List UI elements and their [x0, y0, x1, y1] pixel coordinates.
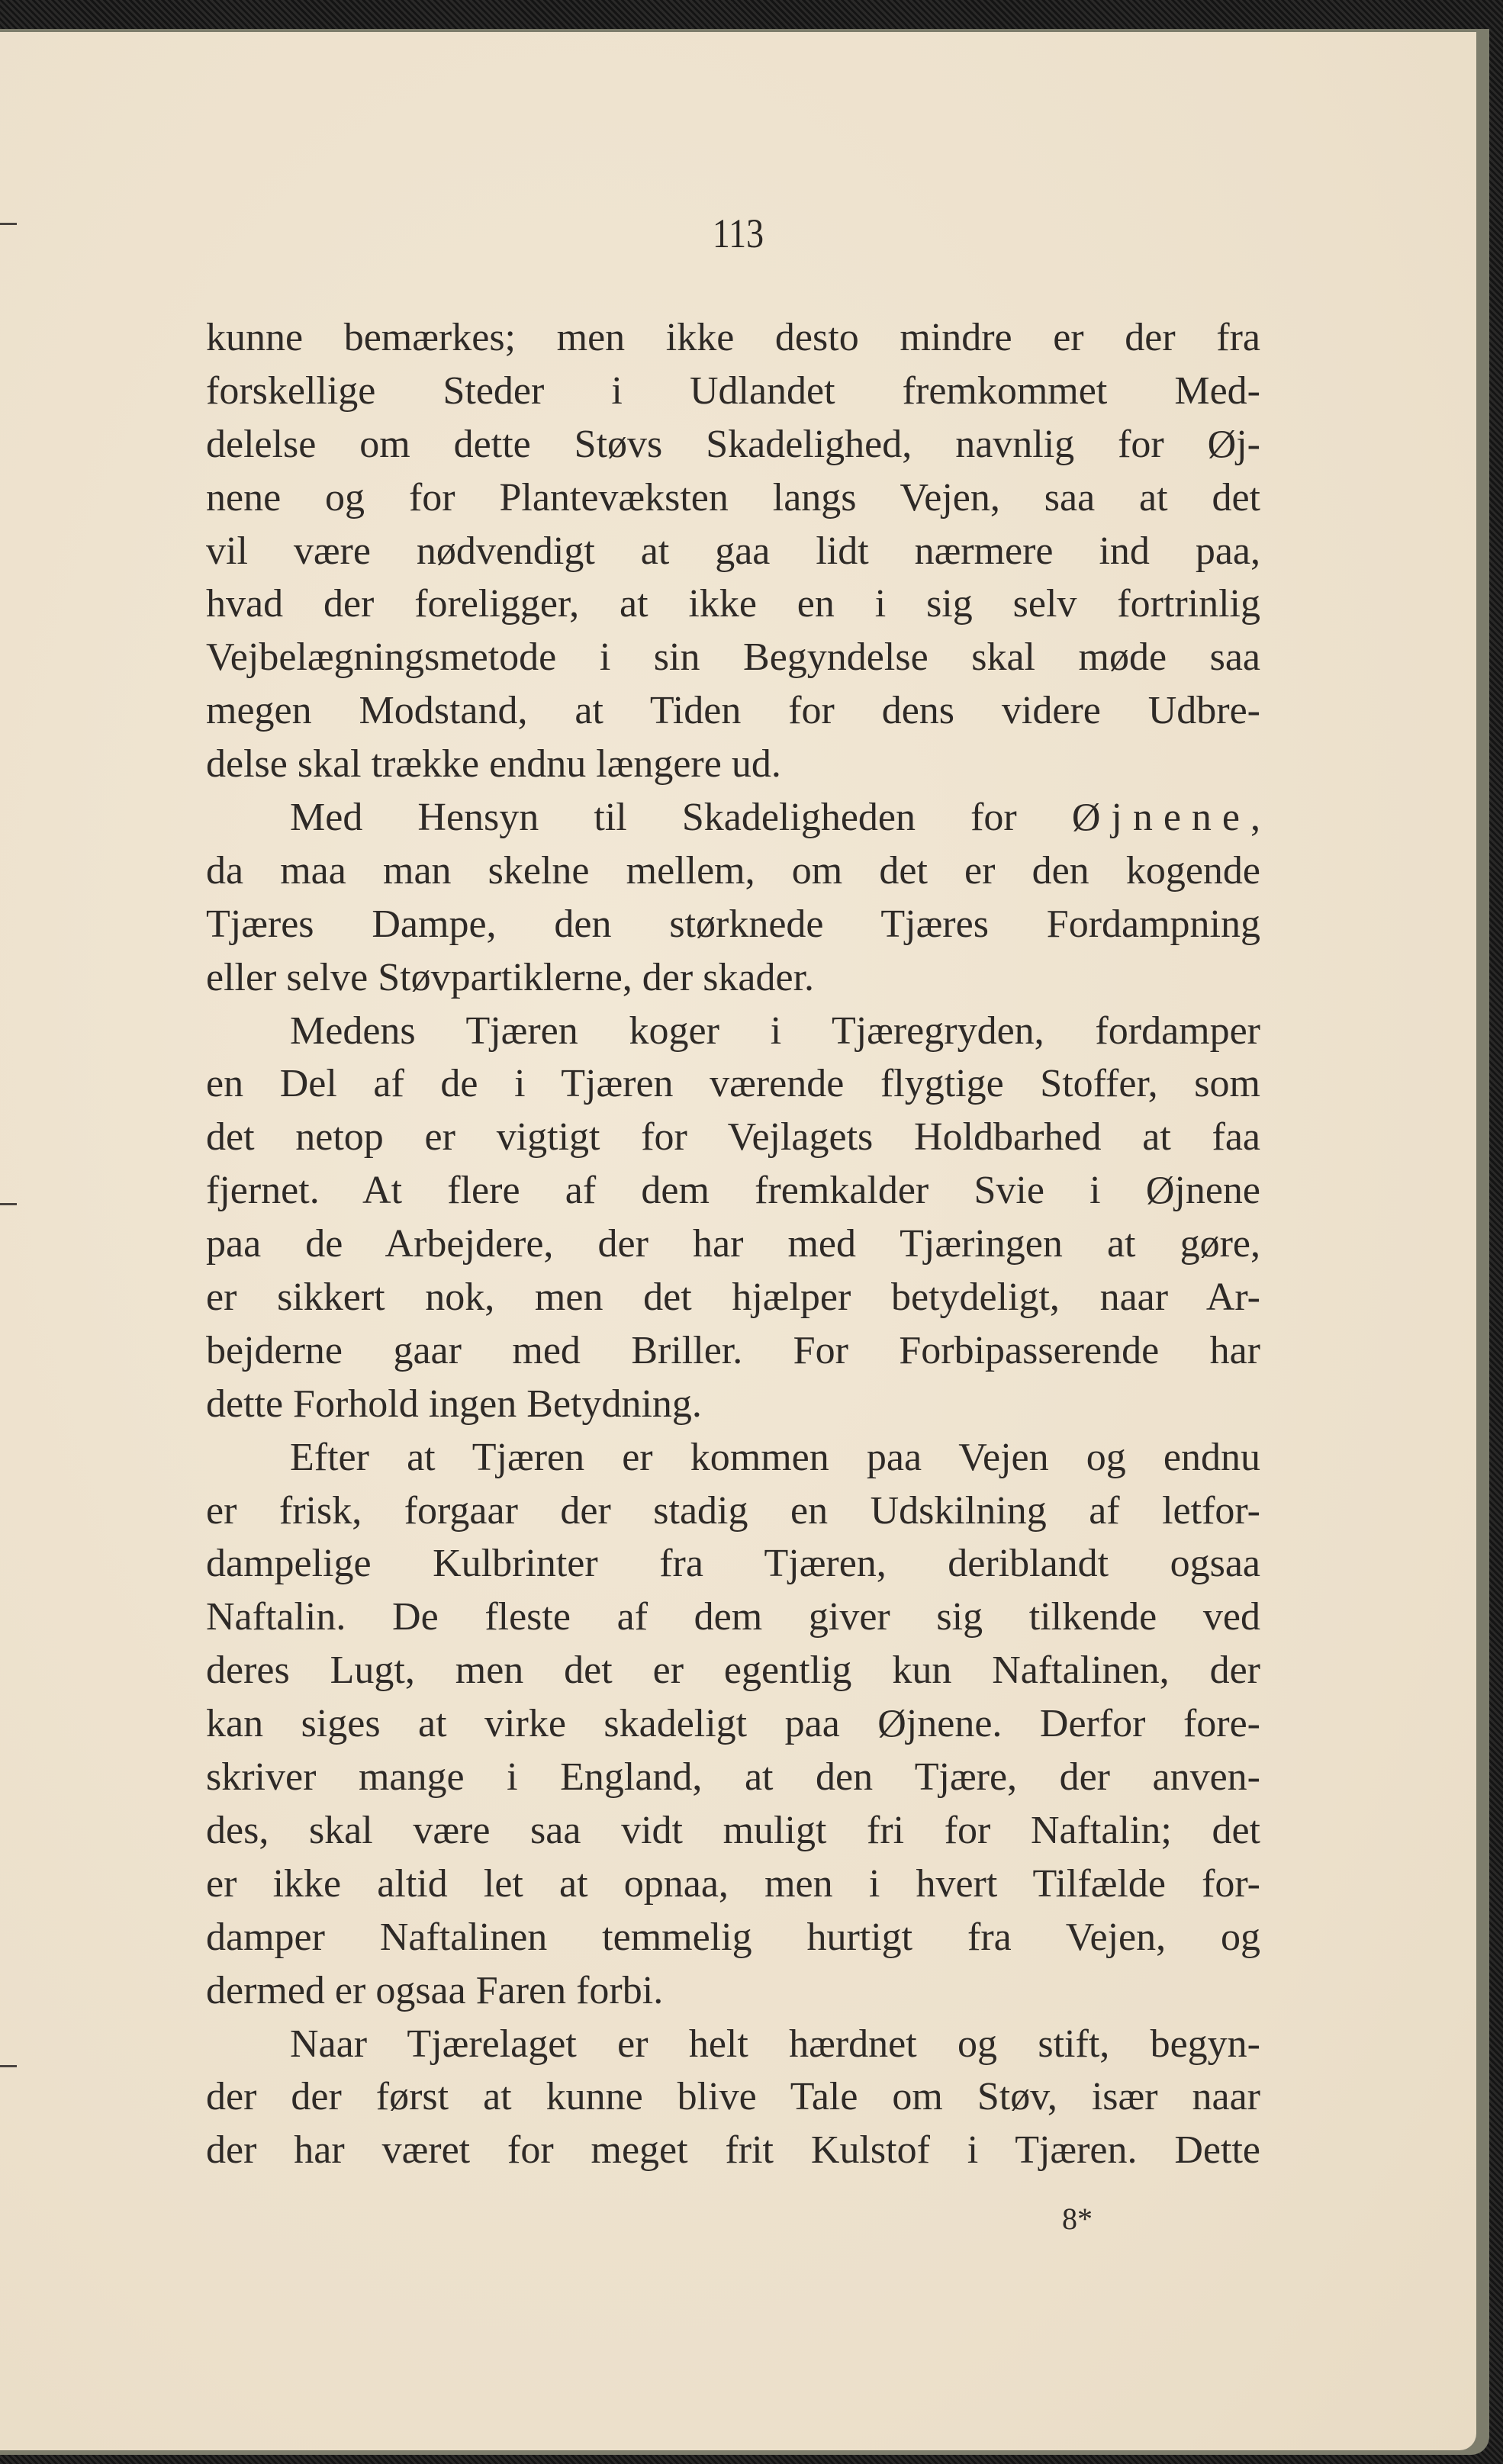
- text-line-content: Naftalin. De fleste af dem giver sig tilkende ved: [206, 1595, 1260, 1639]
- text-line: [206, 1271, 1260, 1324]
- text-line: [206, 2070, 1260, 2124]
- text-line-content: delse skal trække endnu længere ud.: [206, 742, 781, 786]
- text-line-content: des, skal være saa vidt muligt fri for Naftalin; det: [206, 1808, 1260, 1852]
- signature-mark: 8*: [1062, 2202, 1093, 2236]
- text-line: [206, 1431, 1260, 1485]
- text-line-content: delelse om dette Støvs Skadelighed, navnlig for Øj-: [206, 422, 1260, 466]
- text-line-content: er ikke altid let at opnaa, men i hvert Tilfælde for-: [206, 1861, 1260, 1906]
- text-line-content: dampelige Kulbrinter fra Tjæren, deriblandt ogsaa: [206, 1542, 1260, 1586]
- text-line: [206, 311, 1260, 365]
- text-line-content: en Del af de i Tjæren værende flygtige Stoffer, som: [206, 1062, 1260, 1106]
- text-line: [206, 844, 1260, 898]
- text-line: [206, 1164, 1260, 1218]
- text-line-content: er frisk, forgaar der stadig en Udskilning af letfor-: [206, 1488, 1260, 1533]
- text-line: [206, 1644, 1260, 1697]
- text-line: [206, 1111, 1260, 1164]
- text-line-content: dermed er ogsaa Faren forbi.: [206, 1968, 664, 2012]
- text-line: [206, 791, 1260, 844]
- text-line-content: eller selve Støvpartiklerne, der skader.: [206, 955, 815, 999]
- text-line-content: megen Modstand, at Tiden for dens videre Udbre-: [206, 689, 1260, 733]
- text-line-content: dette Forhold ingen Betydning.: [206, 1382, 702, 1426]
- text-line-content: kunne bemærkes; men ikke desto mindre er der fra: [206, 316, 1260, 359]
- text-line: [206, 1324, 1260, 1378]
- text-line: [206, 1378, 1260, 1431]
- text-line-content: Med Hensyn til Skadeligheden for: [290, 796, 1072, 840]
- page-number: 113: [712, 211, 764, 256]
- text-line: [206, 684, 1260, 738]
- text-line: [206, 738, 1260, 791]
- margin-mark: [0, 223, 17, 225]
- text-line-content: da maa man skelne mellem, om det er den kogende: [206, 848, 1260, 893]
- text-line: [206, 525, 1260, 578]
- text-line: [206, 418, 1260, 471]
- text-line: [206, 1057, 1260, 1111]
- text-line-content: damper Naftalinen temmelig hurtigt fra Vejen, og: [206, 1915, 1260, 1959]
- text-line: [206, 1218, 1260, 1271]
- text-line: [206, 1858, 1260, 1911]
- text-line-content: Tjæres Dampe, den størknede Tjæres Fordampning: [206, 902, 1260, 946]
- text-line-content: nene og for Plantevæksten langs Vejen, saa at det: [206, 475, 1260, 519]
- text-line-content: Efter at Tjæren er kommen paa Vejen og endnu: [290, 1435, 1260, 1479]
- text-line-content: er sikkert nok, men det hjælper betydeligt, naar Ar-: [206, 1275, 1260, 1320]
- text-line-content: vil være nødvendigt at gaa lidt nærmere ind paa,: [206, 529, 1260, 573]
- text-line-content: Medens Tjæren koger i Tjæregryden, fordamper: [290, 1008, 1260, 1053]
- text-line: [206, 1964, 1260, 2018]
- text-line: [206, 1485, 1260, 1538]
- text-line: [206, 1591, 1260, 1644]
- text-line: [206, 1751, 1260, 1804]
- text-line-content: skriver mange i England, at den Tjære, der anven-: [206, 1755, 1260, 1800]
- text-line: [206, 2124, 1260, 2177]
- text-line-content: Vejbelægningsmetode i sin Begyndelse skal møde saa: [206, 635, 1260, 680]
- text-line-content: hvad der foreligger, at ikke en i sig selv fortrinlig: [206, 582, 1260, 626]
- text-line-content: bejderne gaar med Briller. For Forbipasserende har: [206, 1328, 1260, 1372]
- text-line: [206, 898, 1260, 951]
- emphasized-word: Øjnene: [1071, 796, 1250, 840]
- text-line-content: der der først at kunne blive Tale om Støv, især naar: [206, 2075, 1260, 2119]
- text-line: [206, 1804, 1260, 1858]
- text-line: [206, 577, 1260, 631]
- text-line: [206, 2018, 1260, 2071]
- text-line-content: Naar Tjærelaget er helt hærdnet og stift, begyn-: [290, 2022, 1260, 2066]
- text-line-content: forskellige Steder i Udlandet fremkommet Med-: [206, 368, 1260, 413]
- text-line: [206, 365, 1260, 418]
- margin-mark: [0, 1203, 17, 1205]
- text-line-content: deres Lugt, men det er egentlig kun Naftalinen, der: [206, 1649, 1260, 1693]
- body-text: [206, 311, 1260, 2177]
- text-line: [206, 631, 1260, 684]
- text-line: [206, 471, 1260, 525]
- text-line: [206, 1911, 1260, 1964]
- text-line: [206, 1697, 1260, 1751]
- text-line: [206, 1005, 1260, 1058]
- punctuation: ,: [1250, 796, 1260, 840]
- text-line: [206, 1537, 1260, 1591]
- text-line-content: kan siges at virke skadeligt paa Øjnene. Derfor fore-: [206, 1702, 1260, 1746]
- margin-mark: [0, 2065, 17, 2067]
- text-line-content: fjernet. At flere af dem fremkalder Svie i Øjnene: [206, 1169, 1260, 1213]
- text-line-content: der har været for meget frit Kulstof i Tjæren. Dette: [206, 2128, 1260, 2173]
- text-line-content: det netop er vigtigt for Vejlagets Holdbarhed at faa: [206, 1115, 1260, 1160]
- text-line: [206, 951, 1260, 1005]
- text-line-content: paa de Arbejdere, der har med Tjæringen at gøre,: [206, 1222, 1260, 1266]
